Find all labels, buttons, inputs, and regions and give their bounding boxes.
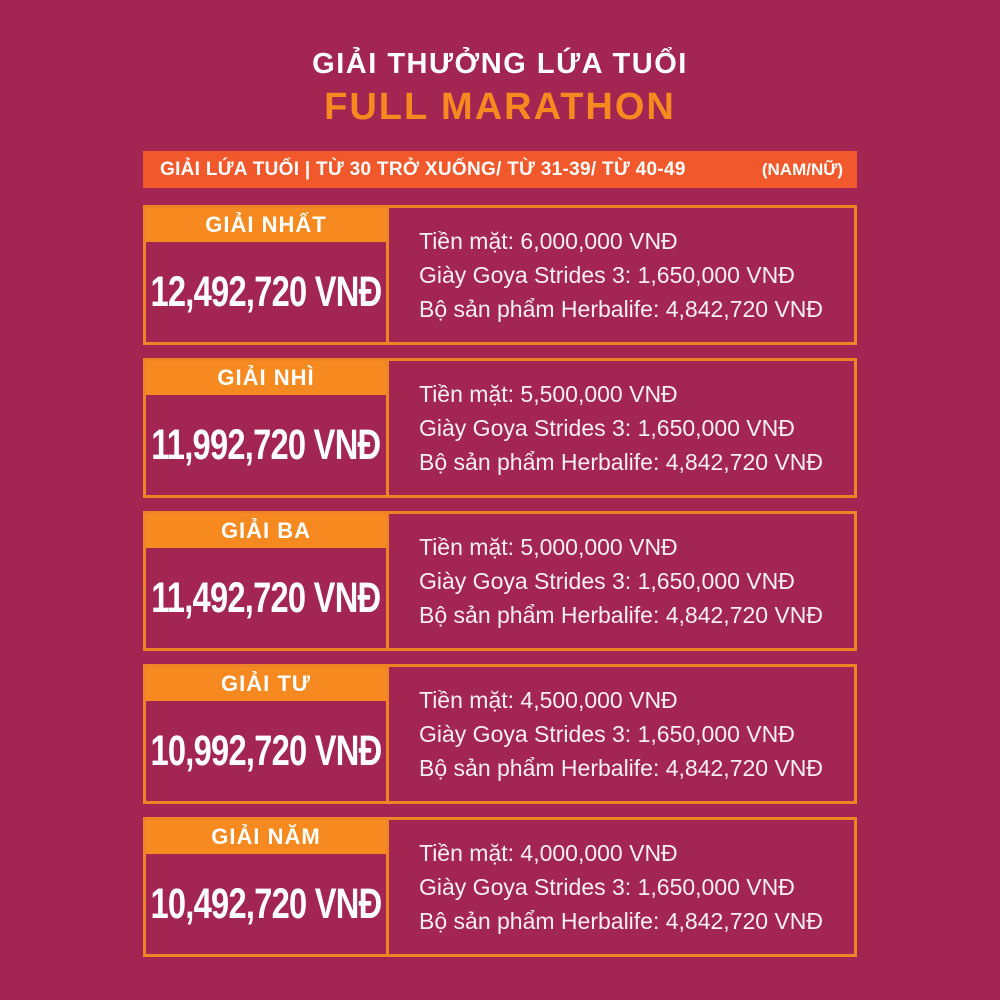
prize-row-2 <box>143 358 857 498</box>
prize-detail-line: Giày Goya Strides 3: 1,650,000 VNĐ <box>419 261 795 288</box>
prize-total-wrap <box>146 701 386 801</box>
prize-detail-line: Giày Goya Strides 3: 1,650,000 VNĐ <box>419 873 795 900</box>
prize-detail-line: Giày Goya Strides 3: 1,650,000 VNĐ <box>419 414 795 441</box>
prize-detail-line: Tiền mặt: 5,000,000 VNĐ <box>419 533 678 560</box>
prize-rank-header: GIẢI NHÌ <box>146 361 386 395</box>
prize-details <box>389 361 854 495</box>
prize-total-wrap <box>146 854 386 954</box>
prize-rank-header: GIẢI NHẤT <box>146 208 386 242</box>
prize-rank-header: GIẢI BA <box>146 514 386 548</box>
prize-total-amount: 10,992,720 VNĐ <box>150 726 382 775</box>
prize-details <box>389 514 854 648</box>
prize-total-amount: 11,992,720 VNĐ <box>151 420 381 469</box>
prize-row-3 <box>143 511 857 651</box>
page-subtitle: FULL MARATHON <box>324 86 676 128</box>
prize-detail-line: Bộ sản phẩm Herbalife: 4,842,720 VNĐ <box>419 295 824 322</box>
prize-detail-line: Tiền mặt: 6,000,000 VNĐ <box>419 227 678 254</box>
prize-total-wrap <box>146 242 386 342</box>
title-block <box>0 48 1000 129</box>
category-bar-label: GIẢI LỨA TUỔI | TỪ 30 TRỞ XUỐNG/ TỪ 31-39/ TỪ 40-49 <box>160 158 686 180</box>
prize-total-amount: 11,492,720 VNĐ <box>151 573 381 622</box>
prize-row-1 <box>143 205 857 345</box>
category-bar <box>143 151 857 188</box>
prize-details <box>389 820 854 954</box>
prize-total-wrap <box>146 395 386 495</box>
prize-summary <box>146 667 389 801</box>
prize-rank-header: GIẢI TƯ <box>146 667 386 701</box>
prize-detail-line: Tiền mặt: 5,500,000 VNĐ <box>419 380 678 407</box>
prize-details <box>389 667 854 801</box>
prize-detail-line: Tiền mặt: 4,000,000 VNĐ <box>419 839 678 866</box>
prize-total-amount: 12,492,720 VNĐ <box>150 267 382 316</box>
prize-summary <box>146 361 389 495</box>
prize-detail-line: Giày Goya Strides 3: 1,650,000 VNĐ <box>419 567 795 594</box>
prize-rows <box>143 205 857 957</box>
prize-detail-line: Bộ sản phẩm Herbalife: 4,842,720 VNĐ <box>419 754 824 781</box>
prize-detail-line: Bộ sản phẩm Herbalife: 4,842,720 VNĐ <box>419 907 824 934</box>
prize-details <box>389 208 854 342</box>
prize-rank-header: GIẢI NĂM <box>146 820 386 854</box>
prize-detail-line: Bộ sản phẩm Herbalife: 4,842,720 VNĐ <box>419 601 824 628</box>
prize-total-wrap <box>146 548 386 648</box>
prize-summary <box>146 208 389 342</box>
prize-summary <box>146 514 389 648</box>
prize-detail-line: Tiền mặt: 4,500,000 VNĐ <box>419 686 678 713</box>
prize-detail-line: Giày Goya Strides 3: 1,650,000 VNĐ <box>419 720 795 747</box>
category-bar-gender-label: (NAM/NỮ) <box>761 159 843 179</box>
prize-summary <box>146 820 389 954</box>
page-title: GIẢI THƯỞNG LỨA TUỔI <box>312 48 688 80</box>
prize-total-amount: 10,492,720 VNĐ <box>150 879 382 928</box>
prize-row-4 <box>143 664 857 804</box>
prize-detail-line: Bộ sản phẩm Herbalife: 4,842,720 VNĐ <box>419 448 824 475</box>
prize-row-5 <box>143 817 857 957</box>
